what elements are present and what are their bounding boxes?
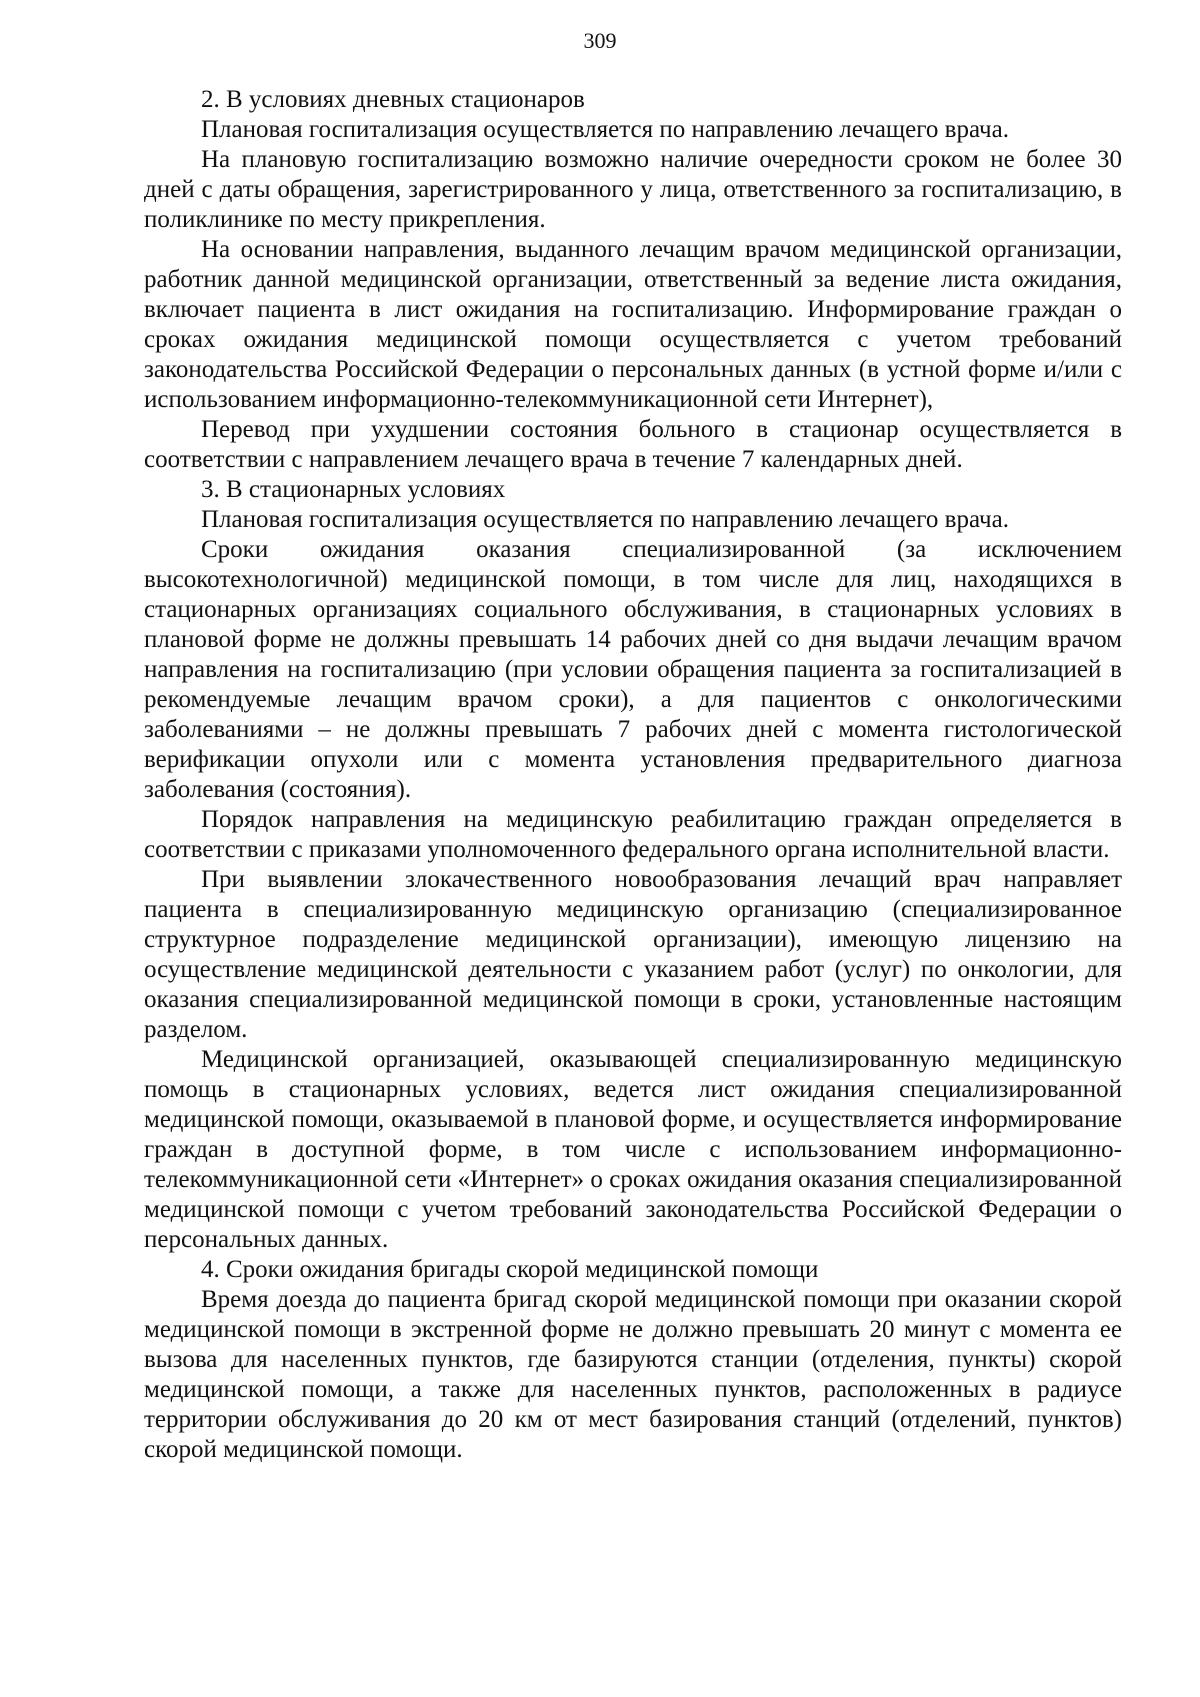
paragraph: На плановую госпитализацию возможно наличие очередности сроком не более 30 дней с даты обращения, зарегистрированного у лица, ответственного за госпитализацию, в поликлинике по месту прикрепления.: [144, 146, 1122, 233]
paragraph: Плановая госпитализация осуществляется по направлению лечащего врача.: [201, 116, 1009, 143]
paragraph: Плановая госпитализация осуществляется по направлению лечащего врача.: [201, 506, 1009, 533]
paragraph: На основании направления, выданного лечащим врачом медицинской организации, работник данной медицинской организации, ответственный за ведение листа ожидания, включает пациента в лист ожидания на госпитализацию. Информирование граждан о сроках ожидания медицинской помощи осуществляется с учетом требований законодательства Российской Федерации о персональных данных (в устной форме и/или с использованием информационно-телекоммуникационной сети Интернет),: [144, 236, 1122, 413]
paragraph: Медицинской организацией, оказывающей специализированную медицинскую помощь в стационарных условиях, ведется лист ожидания специализированной медицинской помощи, оказываемой в плановой форме, и осуществляется информирование граждан в доступной форме, в том числе с использованием информационно-телекоммуникационной сети «Интернет» о сроках ожидания оказания специализированной медицинской помощи с учетом требований законодательства Российской Федерации о персональных данных.: [144, 1046, 1122, 1253]
paragraph: При выявлении злокачественного новообразования лечащий врач направляет пациента в специализированную медицинскую организацию (специализированное структурное подразделение медицинской организации), имеющую лицензию на осуществление медицинской деятельности с указанием работ (услуг) по онкологии, для оказания специализированной медицинской помощи в сроки, установленные настоящим разделом.: [144, 866, 1122, 1043]
paragraph: Порядок направления на медицинскую реабилитацию граждан определяется в соответствии с приказами уполномоченного федерального органа исполнительной власти.: [144, 806, 1122, 863]
page-number: 309: [583, 28, 617, 53]
paragraph: Перевод при ухудшении состояния больного в стационар осуществляется в соответствии с направлением лечащего врача в течение 7 календарных дней.: [144, 416, 1122, 473]
paragraph: Сроки ожидания оказания специализированной (за исключением высокотехнологичной) медицинской помощи, в том числе для лиц, находящихся в стационарных организациях социального обслуживания, в стационарных условиях в плановой форме не должны превышать 14 рабочих дней со дня выдачи лечащим врачом направления на госпитализацию (при условии обращения пациента за госпитализацией в рекомендуемые лечащим врачом сроки), а для пациентов с онкологическими заболеваниями – не должны превышать 7 рабочих дней с момента гистологической верификации опухоли или с момента установления предварительного диагноза заболевания (состояния).: [144, 536, 1122, 803]
section-heading-inpatient: 3. В стационарных условиях: [201, 476, 506, 503]
paragraph: Время доезда до пациента бригад скорой медицинской помощи при оказании скорой медицинской помощи в экстренной форме не должно превышать 20 минут с момента ее вызова для населенных пунктов, где базируются станции (отделения, пункты) скорой медицинской помощи, а также для населенных пунктов, расположенных в радиусе территории обслуживания до 20 км от мест базирования станций (отделений, пунктов) скорой медицинской помощи.: [144, 1286, 1122, 1463]
document-body: [144, 85, 1122, 1465]
section-heading-ambulance: 4. Сроки ожидания бригады скорой медицинской помощи: [201, 1256, 819, 1283]
section-heading-day-hospital: 2. В условиях дневных стационаров: [201, 86, 585, 113]
